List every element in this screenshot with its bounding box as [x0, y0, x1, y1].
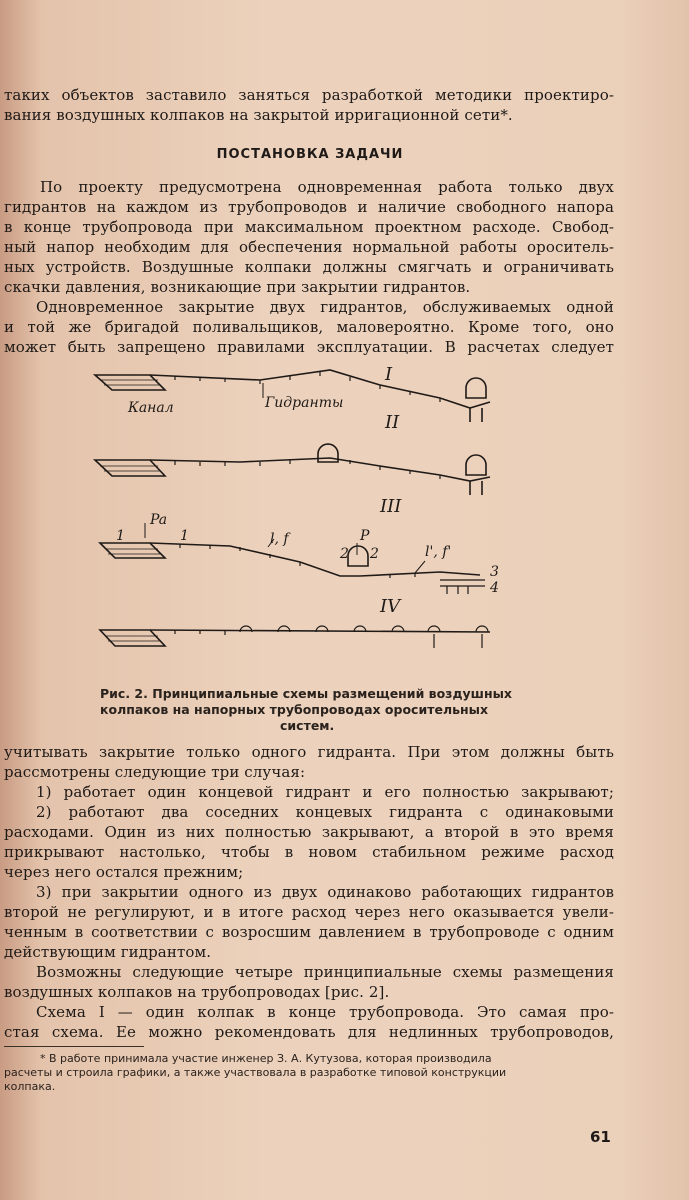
- label-2-right: 2: [370, 546, 379, 562]
- text-line: Одновременное закрытие двух гидрантов, обслуживаемых одной: [36, 298, 614, 316]
- label-pa: Pa: [150, 512, 168, 528]
- text-line: второй не регулируют, и в итоге расход через него оказывается увели-: [4, 903, 614, 921]
- label-hydrants: Гидранты: [265, 395, 344, 411]
- text-line: 1) работает один концевой гидрант и его полностью закрывают;: [36, 783, 614, 801]
- text-line: скачки давления, возникающие при закрытии гидрантов.: [4, 278, 471, 296]
- label-lf-prime: l', f': [425, 544, 452, 560]
- label-lf: l, f: [270, 531, 289, 547]
- scheme-label-iv: IV: [380, 596, 401, 617]
- text-line: ченным в соответствии с возросшим давлением в трубопроводе с одним: [4, 923, 614, 941]
- footnote-line: расчеты и строила графики, а также участвовала в разработке типовой конструкции: [4, 1066, 507, 1079]
- scheme-label-ii: II: [385, 412, 400, 433]
- text-line: в конце трубопровода при максимальном проектном расходе. Свобод-: [4, 218, 614, 236]
- pipeline-schemes-figure: [0, 350, 689, 680]
- text-line: 3) при закрытии одного из двух одинаково работающих гидрантов: [36, 883, 614, 901]
- scheme-iv: [100, 626, 490, 648]
- text-line: прикрывают настолько, чтобы в новом стабильном режиме расход: [4, 843, 614, 861]
- label-2-left: 2: [340, 546, 349, 562]
- label-3: 3: [490, 564, 499, 580]
- caption-line: колпаков на напорных трубопроводах оросительных: [100, 702, 489, 717]
- text-line: По проекту предусмотрена одновременная работа только двух: [40, 178, 614, 196]
- label-4: 4: [490, 580, 499, 596]
- text-line: ных устройств. Воздушные колпаки должны смягчать и ограничивать: [4, 258, 614, 276]
- footnote-divider: [4, 1046, 144, 1047]
- page-number: 61: [590, 1128, 611, 1146]
- label-1-right: 1: [180, 528, 189, 544]
- text-line: воздушных колпаков на трубопроводах [рис. 2].: [4, 983, 390, 1001]
- scheme-ii: [95, 444, 490, 495]
- text-line: расходами. Один из них полностью закрывают, а второй в это время: [4, 823, 614, 841]
- text-line: Схема I — один колпак в конце трубопровода. Это самая про-: [36, 1003, 614, 1021]
- text-line: может быть запрещено правилами эксплуатации. В расчетах следует: [4, 338, 614, 356]
- text-line: учитывать закрытие только одного гидранта. При этом должны быть: [4, 743, 614, 761]
- text-line: ный напор необходим для обеспечения нормальной работы ороситель-: [4, 238, 614, 256]
- caption-line: Рис. 2. Принципиальные схемы размещений воздушных: [100, 686, 512, 701]
- section-title: ПОСТАНОВКА ЗАДАЧИ: [216, 147, 404, 162]
- text-line: стая схема. Ее можно рекомендовать для недлинных трубопроводов,: [4, 1023, 614, 1041]
- text-line: Возможны следующие четыре принципиальные схемы размещения: [36, 963, 614, 981]
- text-line: через него остался прежним;: [4, 863, 244, 881]
- text-line: и той же бригадой поливальщиков, маловероятно. Кроме того, оно: [4, 318, 614, 336]
- text-line: 2) работают два соседних концевых гидранта с одинаковыми: [36, 803, 614, 821]
- label-canal: Канал: [128, 400, 174, 416]
- scheme-label-i: I: [385, 364, 393, 385]
- footnote-line: * В работе принимала участие инженер З. А. Кутузова, которая производила: [40, 1052, 492, 1065]
- label-p: P: [360, 528, 370, 544]
- text-line: вания воздушных колпаков на закрытой ирригационной сети*.: [4, 106, 513, 124]
- text-line: гидрантов на каждом из трубопроводов и наличие свободного напора: [4, 198, 614, 216]
- text-line: рассмотрены следующие три случая:: [4, 763, 306, 781]
- footnote-line: колпака.: [4, 1080, 56, 1093]
- text-line: действующим гидрантом.: [4, 943, 212, 961]
- caption-line: систем.: [280, 718, 335, 733]
- scheme-label-iii: III: [380, 496, 402, 517]
- text-line: таких объектов заставило заняться разработкой методики проектиро-: [4, 86, 614, 104]
- label-1-left: 1: [116, 528, 125, 544]
